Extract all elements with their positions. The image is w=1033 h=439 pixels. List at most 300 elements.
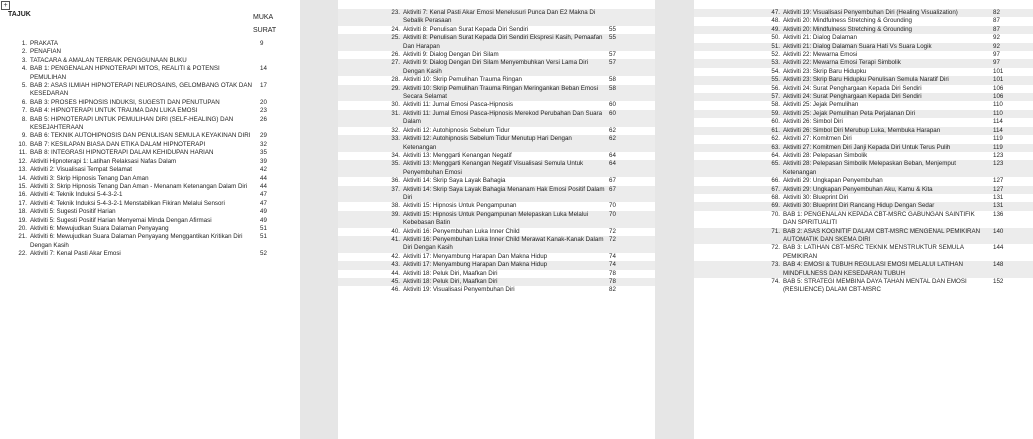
toc-row[interactable] xyxy=(694,93,1033,101)
toc-entry-number: 32. xyxy=(391,126,400,134)
document-page-3 xyxy=(694,0,1033,439)
toc-entry-page: 26 xyxy=(260,115,267,123)
toc-entry-page: 136 xyxy=(993,210,1004,218)
toc-entry-number: 29. xyxy=(391,84,400,92)
toc-entry-title: Aktiviti 18: Peluk Diri, Maafkan Diri xyxy=(403,278,498,285)
toc-row[interactable] xyxy=(338,76,655,84)
toc-entry-number: 16. xyxy=(18,191,27,199)
toc-entry-page: 127 xyxy=(993,185,1004,193)
toc-entry-number: 68. xyxy=(771,193,780,201)
toc-row[interactable] xyxy=(694,9,1033,17)
toc-entry-title: Aktiviti 9: Dialog Dengan Diri Silam xyxy=(403,51,499,59)
toc-entry-page: 97 xyxy=(993,51,1000,59)
toc-entry-title: Aktiviti 23: Skrip Baru Hidupku xyxy=(783,67,867,75)
toc-row[interactable] xyxy=(338,211,655,228)
toc-entry-number: 71. xyxy=(771,227,780,235)
toc-entry-title: Aktiviti 27: Komitmen Diri xyxy=(783,135,852,143)
toc-entry-page: 49 xyxy=(260,208,267,216)
toc-row[interactable] xyxy=(0,183,300,191)
toc-entry-number: 21. xyxy=(18,233,27,241)
toc-entry-page: 58 xyxy=(609,84,616,92)
toc-row[interactable] xyxy=(694,152,1033,160)
toc-row[interactable] xyxy=(0,132,300,140)
toc-row[interactable] xyxy=(338,236,655,253)
toc-row[interactable] xyxy=(0,149,300,157)
toc-entry-page: 60 xyxy=(609,101,616,109)
toc-entry-number: 30. xyxy=(391,101,400,109)
toc-entry-number: 17. xyxy=(18,199,27,207)
toc-row[interactable] xyxy=(0,191,300,199)
toc-entry-number: 72. xyxy=(771,244,780,252)
toc-row[interactable] xyxy=(338,160,655,177)
toc-entry-title: Aktiviti 3: Skrip Hipnosis Tenang Dan Aman xyxy=(30,174,149,182)
toc-row[interactable] xyxy=(338,253,655,261)
toc-entry-page: 97 xyxy=(993,59,1000,67)
toc-entry-number: 22. xyxy=(18,250,27,258)
toc-entry-number: 8. xyxy=(21,115,27,123)
toc-entry-title: Aktiviti 17: Menyambung Harapan Dan Makna Hidup xyxy=(403,252,548,260)
toc-entry-page: 9 xyxy=(260,40,264,47)
toc-row[interactable] xyxy=(694,177,1033,185)
toc-row[interactable] xyxy=(338,110,655,127)
toc-entry-number: 1. xyxy=(21,40,27,47)
toc-row[interactable] xyxy=(694,211,1033,228)
toc-entry-number: 69. xyxy=(771,202,780,210)
toc-row[interactable] xyxy=(694,261,1033,278)
toc-row[interactable] xyxy=(0,48,300,56)
toc-entry-page: 87 xyxy=(993,25,1000,33)
toc-entry-number: 70. xyxy=(771,210,780,218)
toc-entry-number: 62. xyxy=(771,135,780,143)
toc-entry-title: Aktiviti 11: Jurnal Emosi Pasca-Hipnosis Merekod Perubahan Dan Suara Dalam xyxy=(403,109,603,126)
toc-entry-title: BAB 1: PENGENALAN HIPNOTERAPI MITOS, REALITI & POTENSI PEMULIHAN xyxy=(30,65,220,81)
toc-entry-title: Aktiviti 15: Hipnosis Untuk Pengampunan Melepaskan Luka Melalui Kebebasan Batin xyxy=(403,210,589,227)
toc-row[interactable] xyxy=(338,9,655,26)
toc-row[interactable] xyxy=(0,225,300,233)
toc-row[interactable] xyxy=(338,186,655,203)
toc-entry-title: Aktiviti 5: Sugesti Positif Harian xyxy=(30,208,116,216)
toc-entry-title: BAB 7: KESILAPAN BIASA DAN ETIKA DALAM HIPNOTERAPI xyxy=(30,140,206,148)
toc-entry-page: 20 xyxy=(260,98,267,106)
toc-entry-title: Aktiviti 6: Mewujudkan Suara Dalaman Penyayang Menggantikan Kritikan Diri Dengan Kasih xyxy=(30,233,243,249)
toc-entry-number: 52. xyxy=(771,51,780,59)
toc-entry-title: Aktiviti 7: Kenal Pasti Akar Emosi Menelusuri Punca Dan E2 Makna Di Sebalik Perasaan xyxy=(403,9,596,25)
toc-entry-number: 7. xyxy=(21,107,27,115)
toc-row[interactable] xyxy=(338,127,655,135)
toc-row[interactable] xyxy=(338,177,655,185)
toc-entry-page: 114 xyxy=(993,126,1003,134)
toc-entry-title: Aktiviti 14: Skrip Saya Layak Bahagia Menanam Hak Emosi Positif Dalam Diri xyxy=(403,185,605,201)
toc-row[interactable] xyxy=(338,59,655,76)
toc-entry-page: 127 xyxy=(993,177,1004,185)
toc-entry-number: 45. xyxy=(391,278,400,285)
toc-row[interactable] xyxy=(0,233,300,250)
toc-row[interactable] xyxy=(338,26,655,34)
toc-entry-number: 31. xyxy=(391,109,400,117)
toc-entry-page: 140 xyxy=(993,227,1004,235)
toc-row[interactable] xyxy=(694,186,1033,194)
toc-entry-title: Aktiviti 23: Skrip Baru Hidupku Penulisan Semula Naratif Diri xyxy=(783,76,949,84)
toc-entry-page: 60 xyxy=(609,109,616,117)
toc-entry-page: 87 xyxy=(993,17,1000,25)
toc-entry-number: 19. xyxy=(18,216,27,224)
toc-row[interactable] xyxy=(0,208,300,216)
toc-entry-page: 70 xyxy=(609,210,616,218)
toc-entry-number: 2. xyxy=(21,48,27,56)
toc-entry-title: Aktiviti 7: Kenal Pasti Akar Emosi xyxy=(30,250,121,258)
toc-entry-page: 72 xyxy=(609,227,616,235)
toc-row[interactable] xyxy=(694,85,1033,93)
toc-row[interactable] xyxy=(0,250,300,258)
toc-entry-title: Aktiviti 10: Skrip Pemulihan Trauma Ringan Meringankan Beban Emosi Secara Selamat xyxy=(403,84,599,101)
toc-entry-title: Aktiviti 11: Jurnal Emosi Pasca-Hipnosis xyxy=(403,101,513,109)
toc-row[interactable] xyxy=(694,110,1033,118)
toc-entry-title: Aktiviti 19: Visualisasi Penyembuhan Diri (Healing Visualization) xyxy=(783,9,958,16)
column-header-page: MUKA SURAT xyxy=(253,14,277,34)
toc-row[interactable] xyxy=(0,175,300,183)
table-move-handle-icon[interactable]: + xyxy=(1,1,10,10)
toc-entry-number: 67. xyxy=(771,185,780,193)
toc-entry-page: 44 xyxy=(260,182,267,190)
toc-entry-page: 32 xyxy=(260,140,267,148)
toc-row[interactable] xyxy=(694,17,1033,25)
toc-entry-page: 64 xyxy=(609,151,616,159)
toc-entry-page: 78 xyxy=(609,269,616,277)
toc-entry-title: Aktiviti 25: Jejak Pemulihan xyxy=(783,101,859,109)
toc-entry-number: 10. xyxy=(18,140,27,148)
toc-entry-page: 70 xyxy=(609,202,616,210)
toc-entry-title: Aktiviti 24: Surat Penghargaan Kepada Diri Sendiri xyxy=(783,84,922,92)
toc-entry-number: 38. xyxy=(391,202,400,210)
toc-entry-page: 144 xyxy=(993,244,1004,252)
toc-entry-number: 24. xyxy=(391,25,400,33)
toc-entry-page: 17 xyxy=(260,82,267,90)
toc-row[interactable] xyxy=(0,57,300,65)
toc-entry-title: BAB 1: PENGENALAN KEPADA CBT-MSRC GABUNGAN SAINTIFIK DAN SPIRITUALITI xyxy=(783,210,975,227)
toc-entry-number: 40. xyxy=(391,227,400,235)
toc-entry-number: 35. xyxy=(391,160,400,168)
toc-row[interactable] xyxy=(338,152,655,160)
toc-entry-page: 82 xyxy=(609,286,616,294)
toc-entry-title: Aktiviti 2: Visualisasi Tempat Selamat xyxy=(30,166,132,174)
document-page-2 xyxy=(338,0,655,439)
toc-entry-page: 35 xyxy=(260,149,267,157)
toc-row[interactable] xyxy=(694,34,1033,42)
toc-entry-number: 6. xyxy=(21,98,27,106)
toc-entry-title: Aktiviti 26: Simbol Diri Merubup Luka, Membuka Harapan xyxy=(783,126,941,134)
toc-entry-number: 39. xyxy=(391,210,400,218)
toc-entry-title: Aktiviti 26: Simbol Diri xyxy=(783,118,843,126)
toc-entry-number: 12. xyxy=(18,157,27,165)
toc-row[interactable] xyxy=(694,194,1033,202)
toc-row[interactable] xyxy=(0,116,300,133)
toc-entry-title: Aktiviti 3: Skrip Hipnosis Tenang Dan Aman - Menanam Ketenangan Dalam Diri xyxy=(30,182,248,190)
toc-row[interactable] xyxy=(338,286,655,294)
toc-entry-number: 13. xyxy=(18,166,27,174)
toc-entry-number: 53. xyxy=(771,59,780,67)
toc-list-page-2 xyxy=(338,9,655,295)
toc-entry-title: Aktiviti 18: Peluk Diri, Maafkan Diri xyxy=(403,269,498,277)
toc-entry-page: 74 xyxy=(609,261,616,269)
toc-entry-number: 43. xyxy=(391,261,400,269)
toc-row[interactable] xyxy=(0,141,300,149)
toc-entry-page: 57 xyxy=(609,59,616,67)
toc-row[interactable] xyxy=(694,68,1033,76)
toc-entry-title: BAB 3: LATIHAN CBT-MSRC TEKNIK MENSTRUKTUR SEMULA PEMIKIRAN xyxy=(783,244,964,260)
toc-entry-page: 92 xyxy=(993,34,1000,42)
toc-entry-page: 51 xyxy=(260,233,267,241)
toc-entry-title: Aktiviti 5: Sugesti Positif Harian Menyemai Minda Dengan Afirmasi xyxy=(30,216,212,224)
toc-entry-page: 64 xyxy=(609,160,616,168)
toc-entry-page: 44 xyxy=(260,174,267,182)
toc-row[interactable] xyxy=(694,202,1033,210)
toc-entry-title: BAB 2: ASAS ILMIAH HIPNOTERAPI NEUROSAINS, GELOMBANG OTAK DAN KESEDARAN xyxy=(30,82,252,98)
toc-entry-title: BAB 4: EMOSI & TUBUH REGULASI EMOSI MELALUI LATIHAN MINDFULNESS DAN KESEDARAN TUBUH xyxy=(783,261,963,277)
toc-row[interactable] xyxy=(694,59,1033,67)
toc-entry-number: 27. xyxy=(391,59,400,67)
toc-entry-number: 37. xyxy=(391,185,400,193)
toc-entry-page: 57 xyxy=(609,51,616,59)
toc-entry-number: 57. xyxy=(771,93,780,101)
toc-row[interactable] xyxy=(0,40,300,48)
toc-entry-number: 3. xyxy=(21,56,27,64)
toc-entry-page: 148 xyxy=(993,261,1004,269)
toc-entry-page: 123 xyxy=(993,151,1004,159)
toc-entry-page: 106 xyxy=(993,84,1004,92)
toc-entry-title: Aktiviti 16: Penyembuhan Luka Inner Child xyxy=(403,227,520,235)
toc-row[interactable] xyxy=(694,26,1033,34)
toc-entry-number: 61. xyxy=(771,126,780,134)
toc-entry-number: 56. xyxy=(771,84,780,92)
toc-entry-page: 106 xyxy=(993,93,1004,101)
toc-entry-title: BAB 6: TEKNIK AUTOHIPNOSIS DAN PENULISAN SEMULA KEYAKINAN DIRI xyxy=(30,132,251,140)
toc-entry-title: Aktiviti 14: Skrip Saya Layak Bahagia xyxy=(403,177,506,185)
toc-entry-page: 101 xyxy=(993,76,1004,84)
toc-entry-page: 67 xyxy=(609,177,616,185)
toc-entry-title: BAB 4: HIPNOTERAPI UNTUK TRAUMA DAN LUKA EMOSI xyxy=(30,107,198,115)
toc-entry-number: 50. xyxy=(771,34,780,42)
toc-list-page-1 xyxy=(0,40,300,259)
toc-entry-title: Aktiviti 20: Mindfulness Stretching & Grounding xyxy=(783,25,912,33)
toc-entry-number: 25. xyxy=(391,34,400,42)
toc-entry-title: Aktiviti 21: Dialog Dalaman Suara Hati Vs Suara Logik xyxy=(783,42,932,50)
toc-row[interactable] xyxy=(338,85,655,102)
toc-entry-title: Aktiviti 15: Hipnosis Untuk Pengampunan xyxy=(403,202,517,210)
toc-entry-title: Aktiviti 28: Pelepasan Simbolik xyxy=(783,151,868,159)
toc-entry-number: 63. xyxy=(771,143,780,151)
toc-entry-number: 26. xyxy=(391,51,400,59)
toc-entry-number: 44. xyxy=(391,269,400,277)
toc-entry-number: 11. xyxy=(18,149,27,157)
toc-entry-title: Aktiviti 8: Penulisan Surat Kepada Diri Sendiri Ekspresi Kasih, Pemaafan Dan Harapan xyxy=(403,34,603,50)
toc-entry-number: 73. xyxy=(771,261,780,269)
toc-entry-number: 74. xyxy=(771,278,780,285)
toc-entry-title: BAB 5: HIPNOTERAPI UNTUK PEMULIHAN DIRI (SELF-HEALING) DAN KESEJAHTERAAN xyxy=(30,115,234,132)
toc-entry-number: 20. xyxy=(18,224,27,232)
toc-entry-number: 33. xyxy=(391,135,400,143)
toc-entry-number: 36. xyxy=(391,177,400,185)
toc-entry-number: 42. xyxy=(391,252,400,260)
toc-entry-title: Aktiviti 27: Komitmen Diri Janji Kepada Diri Untuk Terus Pulih xyxy=(783,143,951,151)
toc-entry-page: 92 xyxy=(993,42,1000,50)
toc-entry-page: 131 xyxy=(993,193,1004,201)
toc-entry-number: 9. xyxy=(21,132,27,140)
toc-entry-page: 49 xyxy=(260,216,267,224)
toc-entry-title: Aktiviti 6: Mewujudkan Suara Dalaman Penyayang xyxy=(30,224,169,232)
toc-entry-number: 46. xyxy=(391,286,400,294)
toc-row[interactable] xyxy=(694,43,1033,51)
toc-entry-number: 14. xyxy=(18,174,27,182)
toc-row[interactable] xyxy=(338,34,655,51)
toc-entry-title: Aktiviti 25: Jejak Pemulihan Peta Perjalanan Diri xyxy=(783,109,916,117)
toc-entry-number: 60. xyxy=(771,118,780,126)
toc-entry-page: 14 xyxy=(260,65,267,73)
toc-entry-page: 39 xyxy=(260,157,267,165)
toc-row[interactable] xyxy=(338,228,655,236)
toc-entry-number: 41. xyxy=(391,235,400,243)
toc-entry-number: 54. xyxy=(771,67,780,75)
toc-row[interactable] xyxy=(0,65,300,82)
toc-entry-title: BAB 2: ASAS KOGNITIF DALAM CBT-MSRC MENGENAL PEMIKIRAN AUTOMATIK DAN SKEMA DIRI xyxy=(783,227,981,243)
toc-entry-title: BAB 5: STRATEGI MEMBINA DAYA TAHAN MENTAL DAN EMOSI (RESILIENCE) DALAM CBT-MSRC xyxy=(783,278,967,294)
toc-entry-page: 55 xyxy=(609,25,616,33)
toc-entry-title: Aktiviti 20: Mindfulness Stretching & Grounding xyxy=(783,17,912,25)
toc-entry-number: 15. xyxy=(18,182,27,190)
toc-entry-page: 119 xyxy=(993,143,1003,151)
toc-entry-title: Aktiviti 13: Menggarti Kenangan Negatif Visualisasi Semula Untuk Penyembuhan Emosi xyxy=(403,160,584,176)
toc-entry-title: Aktiviti 4: Teknik Induksi 5-4-3-2-1 xyxy=(30,191,123,199)
toc-entry-page: 29 xyxy=(260,132,267,140)
toc-row[interactable] xyxy=(0,82,300,99)
toc-row[interactable] xyxy=(694,118,1033,126)
toc-entry-page: 78 xyxy=(609,278,616,285)
column-header-title: TAJUK xyxy=(8,11,31,18)
toc-entry-page: 110 xyxy=(993,109,1003,117)
toc-entry-title: Aktiviti 10: Skrip Pemulihan Trauma Ringan xyxy=(403,76,522,84)
toc-row[interactable] xyxy=(694,244,1033,261)
toc-row[interactable] xyxy=(694,144,1033,152)
toc-row[interactable] xyxy=(0,200,300,208)
toc-entry-title: Aktiviti 29: Ungkapan Penyembuhan Aku, Kamu & Kita xyxy=(783,185,933,193)
toc-list-page-3 xyxy=(694,9,1033,295)
toc-entry-number: 4. xyxy=(21,65,27,73)
toc-row[interactable] xyxy=(0,158,300,166)
toc-entry-page: 52 xyxy=(260,250,267,258)
toc-row[interactable] xyxy=(338,270,655,278)
toc-entry-number: 48. xyxy=(771,17,780,25)
toc-row[interactable] xyxy=(694,51,1033,59)
toc-row[interactable] xyxy=(0,166,300,174)
toc-row[interactable] xyxy=(694,228,1033,245)
toc-entry-title: Aktiviti 30: Blueprint Diri xyxy=(783,193,849,201)
toc-entry-title: BAB 3: PROSES HIPNOSIS INDUKSI, SUGESTI DAN PENUTUPAN xyxy=(30,98,220,106)
toc-entry-number: 66. xyxy=(771,177,780,185)
toc-row[interactable] xyxy=(0,217,300,225)
toc-entry-title: Aktiviti 21: Dialog Dalaman xyxy=(783,34,857,42)
toc-entry-page: 123 xyxy=(993,160,1004,168)
toc-entry-title: TATACARA & AMALAN TERBAIK PENGGUNAAN BUKU xyxy=(30,56,187,64)
toc-entry-page: 58 xyxy=(609,76,616,84)
toc-entry-title: Aktiviti 4: Teknik Induksi 5-4-3-2-1 Menstabilkan Fikiran Melalui Sensori xyxy=(30,199,225,207)
toc-entry-page: 42 xyxy=(260,166,267,174)
toc-entry-title: Aktiviti 17: Menyambung Harapan Dan Makna Hidup xyxy=(403,261,548,269)
toc-entry-page: 101 xyxy=(993,67,1004,75)
toc-row[interactable] xyxy=(338,101,655,109)
toc-entry-number: 23. xyxy=(391,9,400,16)
toc-row[interactable] xyxy=(694,160,1033,177)
toc-entry-number: 18. xyxy=(18,208,27,216)
toc-entry-title: Aktiviti 12: Autohipnosis Sebelum Tidur xyxy=(403,126,510,134)
toc-entry-number: 58. xyxy=(771,101,780,109)
toc-entry-number: 65. xyxy=(771,160,780,168)
toc-entry-page: 62 xyxy=(609,126,616,134)
toc-row[interactable] xyxy=(0,107,300,115)
toc-row[interactable] xyxy=(694,127,1033,135)
toc-row[interactable] xyxy=(694,278,1033,295)
toc-entry-page: 55 xyxy=(609,34,616,42)
toc-entry-title: Aktiviti 28: Pelepasan Simbolik Melepaskan Beban, Menjemput Ketenangan xyxy=(783,160,956,176)
toc-entry-number: 49. xyxy=(771,25,780,33)
toc-entry-title: Aktiviti 19: Visualisasi Penyembuhan Diri xyxy=(403,286,515,294)
toc-entry-page: 119 xyxy=(993,135,1003,143)
toc-row[interactable] xyxy=(338,135,655,152)
toc-entry-title: Aktiviti 29: Ungkapan Penyembuhan xyxy=(783,177,883,185)
toc-row[interactable] xyxy=(694,135,1033,143)
toc-entry-number: 5. xyxy=(21,82,27,90)
toc-entry-number: 59. xyxy=(771,109,780,117)
toc-entry-page: 23 xyxy=(260,107,267,115)
toc-entry-number: 64. xyxy=(771,151,780,159)
toc-entry-page: 74 xyxy=(609,252,616,260)
toc-entry-page: 114 xyxy=(993,118,1003,126)
toc-row[interactable] xyxy=(338,51,655,59)
toc-entry-number: 28. xyxy=(391,76,400,84)
toc-entry-title: Aktiviti 30: Blueprint Diri Rancang Hidup Dengan Sedar xyxy=(783,202,935,210)
toc-entry-page: 62 xyxy=(609,135,616,143)
toc-entry-page: 82 xyxy=(993,9,1000,16)
toc-row[interactable] xyxy=(0,99,300,107)
toc-row[interactable] xyxy=(338,261,655,269)
toc-row[interactable] xyxy=(694,101,1033,109)
toc-entry-title: PENAFIAN xyxy=(30,48,61,56)
toc-entry-title: Aktiviti Hipnoterapi 1: Latihan Relaksasi Nafas Dalam xyxy=(30,157,177,165)
toc-entry-title: Aktiviti 16: Penyembuhan Luka Inner Child Merawat Kanak-Kanak Dalam Diri Dengan Kasih xyxy=(403,235,604,252)
toc-entry-number: 51. xyxy=(771,42,780,50)
toc-row[interactable] xyxy=(338,278,655,286)
toc-row[interactable] xyxy=(338,202,655,210)
toc-entry-title: Aktiviti 8: Penulisan Surat Kepada Diri Sendiri xyxy=(403,25,529,33)
toc-entry-title: BAB 8: INTEGRASI HIPNOTERAPI DALAM KEHIDUPAN HARIAN xyxy=(30,149,214,157)
toc-entry-page: 152 xyxy=(993,278,1004,285)
toc-entry-title: Aktiviti 22: Mewarna Emosi Terapi Simbolik xyxy=(783,59,901,67)
toc-entry-title: Aktiviti 22: Mewarna Emosi xyxy=(783,51,858,59)
toc-entry-number: 34. xyxy=(391,151,400,159)
toc-entry-title: PRAKATA xyxy=(30,40,58,47)
toc-entry-title: Aktiviti 12: Autohipnosis Sebelum Tidur Menutup Hari Dengan Ketenangan xyxy=(403,135,572,151)
toc-entry-title: Aktiviti 24: Surat Penghargaan Kepada Diri Sendiri xyxy=(783,93,922,101)
toc-entry-page: 47 xyxy=(260,191,267,199)
toc-entry-page: 72 xyxy=(609,235,616,243)
toc-entry-number: 47. xyxy=(771,9,780,16)
toc-entry-title: Aktiviti 9: Dialog Dengan Diri Silam Menyembuhkan Versi Lama Diri Dengan Kasih xyxy=(403,59,589,75)
toc-entry-page: 51 xyxy=(260,224,267,232)
toc-entry-title: Aktiviti 13: Menggarti Kenangan Negatif xyxy=(403,151,512,159)
toc-entry-number: 55. xyxy=(771,76,780,84)
toc-row[interactable] xyxy=(694,76,1033,84)
toc-entry-page: 47 xyxy=(260,199,267,207)
toc-entry-page: 110 xyxy=(993,101,1003,109)
toc-entry-page: 67 xyxy=(609,185,616,193)
